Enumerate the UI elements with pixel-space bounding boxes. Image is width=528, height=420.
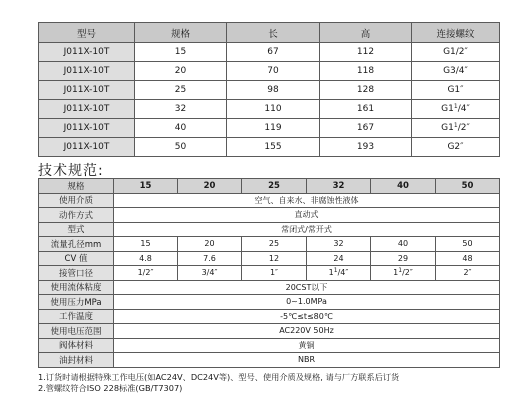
- row-value: 空气、自来水、非腐蚀性液体: [114, 193, 500, 208]
- row-value: NBR: [114, 353, 500, 368]
- spec-cell: 32: [135, 100, 227, 119]
- row-value: 直动式: [114, 208, 500, 223]
- spec-cell: 25: [135, 81, 227, 100]
- table-row: [39, 100, 500, 119]
- row-label: 油封材料: [39, 353, 114, 368]
- model-cell: J011X-10T: [39, 100, 135, 119]
- row-value: 32: [307, 237, 371, 252]
- row-label: 工作温度: [39, 309, 114, 324]
- model-cell: J011X-10T: [39, 43, 135, 62]
- thread-cell: G1″: [412, 81, 500, 100]
- spec-table: [38, 178, 500, 368]
- thread-cell: $G1^1/2''$: [412, 119, 500, 138]
- dimension-table-header: [39, 23, 500, 43]
- row-label: 使用流体粘度: [39, 280, 114, 295]
- header-height: 高: [320, 23, 412, 43]
- height-cell: 193: [320, 138, 412, 157]
- row-value: 1″: [242, 266, 307, 281]
- row-value: AC220V 50Hz: [114, 324, 500, 339]
- row-value: 1/2″: [114, 266, 178, 281]
- thread-cell: G2″: [412, 138, 500, 157]
- row-value: 2″: [436, 266, 500, 281]
- row-label: 使用电压范围: [39, 324, 114, 339]
- spec-row-orifice: [39, 237, 500, 252]
- note-line: 1.订货时请根据特殊工作电压(如AC24V、DC24V等)、型号、使用介质及规格, 请与厂方联系后订货: [38, 372, 400, 382]
- spec-row-port: [39, 266, 500, 281]
- row-label: 型式: [39, 222, 114, 237]
- size-cell: 20: [178, 179, 242, 194]
- spec-row-voltage: [39, 324, 500, 339]
- table-row: [39, 81, 500, 100]
- table-row: [39, 43, 500, 62]
- spec-row-pressure: [39, 295, 500, 310]
- row-value: 0~1.0MPa: [114, 295, 500, 310]
- header-thread: 连接螺纹: [412, 23, 500, 43]
- row-value: 黄铜: [114, 338, 500, 353]
- length-cell: 110: [227, 100, 320, 119]
- row-value: 3/4″: [178, 266, 242, 281]
- row-value: 40: [371, 237, 436, 252]
- height-cell: 112: [320, 43, 412, 62]
- row-value: 15: [114, 237, 178, 252]
- model-cell: J011X-10T: [39, 119, 135, 138]
- table-row: [39, 138, 500, 157]
- size-cell: 40: [371, 179, 436, 194]
- spec-header-row: [39, 179, 500, 194]
- length-cell: 98: [227, 81, 320, 100]
- row-value: 7.6: [178, 251, 242, 266]
- row-value: 常闭式/常开式: [114, 222, 500, 237]
- spec-row-temperature: [39, 309, 500, 324]
- height-cell: 167: [320, 119, 412, 138]
- row-value: 25: [242, 237, 307, 252]
- model-cell: J011X-10T: [39, 138, 135, 157]
- thread-cell: G3/4″: [412, 62, 500, 81]
- row-label: CV 值: [39, 251, 114, 266]
- spec-header-label: 规格: [39, 179, 114, 194]
- height-cell: 161: [320, 100, 412, 119]
- size-cell: 25: [242, 179, 307, 194]
- row-value: 12: [242, 251, 307, 266]
- spec-row-viscosity: [39, 280, 500, 295]
- height-cell: 118: [320, 62, 412, 81]
- spec-row-seal: [39, 353, 500, 368]
- table-row: [39, 119, 500, 138]
- row-value: $1^1/2''$: [371, 266, 436, 281]
- section-title: 技术规范:: [38, 163, 104, 179]
- notes: [38, 372, 399, 394]
- row-value: 20CST以下: [114, 280, 500, 295]
- row-value: 29: [371, 251, 436, 266]
- spec-row-body: [39, 338, 500, 353]
- row-label: 接管口径: [39, 266, 114, 281]
- length-cell: 70: [227, 62, 320, 81]
- spec-cell: 15: [135, 43, 227, 62]
- row-value: 4.8: [114, 251, 178, 266]
- row-value: -5℃≤t≤80℃: [114, 309, 500, 324]
- size-cell: 32: [307, 179, 371, 194]
- spec-cell: 20: [135, 62, 227, 81]
- row-label: 流量孔径mm: [39, 237, 114, 252]
- header-length: 长: [227, 23, 320, 43]
- size-cell: 50: [436, 179, 500, 194]
- length-cell: 155: [227, 138, 320, 157]
- spec-cell: 40: [135, 119, 227, 138]
- row-value: 20: [178, 237, 242, 252]
- header-spec: 规格: [135, 23, 227, 43]
- note-line: 2.管螺纹符合ISO 228标准(GB/T7307): [38, 383, 183, 393]
- row-value: 48: [436, 251, 500, 266]
- height-cell: 128: [320, 81, 412, 100]
- header-model: 型号: [39, 23, 135, 43]
- model-cell: J011X-10T: [39, 62, 135, 81]
- row-label: 动作方式: [39, 208, 114, 223]
- row-label: 使用介质: [39, 193, 114, 208]
- thread-cell: $G1^1/4''$: [412, 100, 500, 119]
- row-label: 使用压力MPa: [39, 295, 114, 310]
- row-value: 24: [307, 251, 371, 266]
- spec-row-action: [39, 208, 500, 223]
- spec-row-cv: [39, 251, 500, 266]
- spec-row-type: [39, 222, 500, 237]
- row-value: 50: [436, 237, 500, 252]
- spec-row-medium: [39, 193, 500, 208]
- table-row: [39, 62, 500, 81]
- row-label: 阀体材料: [39, 338, 114, 353]
- dimension-table: [38, 22, 500, 157]
- model-cell: J011X-10T: [39, 81, 135, 100]
- row-value: $1^1/4''$: [307, 266, 371, 281]
- spec-cell: 50: [135, 138, 227, 157]
- length-cell: 67: [227, 43, 320, 62]
- thread-cell: G1/2″: [412, 43, 500, 62]
- size-cell: 15: [114, 179, 178, 194]
- length-cell: 119: [227, 119, 320, 138]
